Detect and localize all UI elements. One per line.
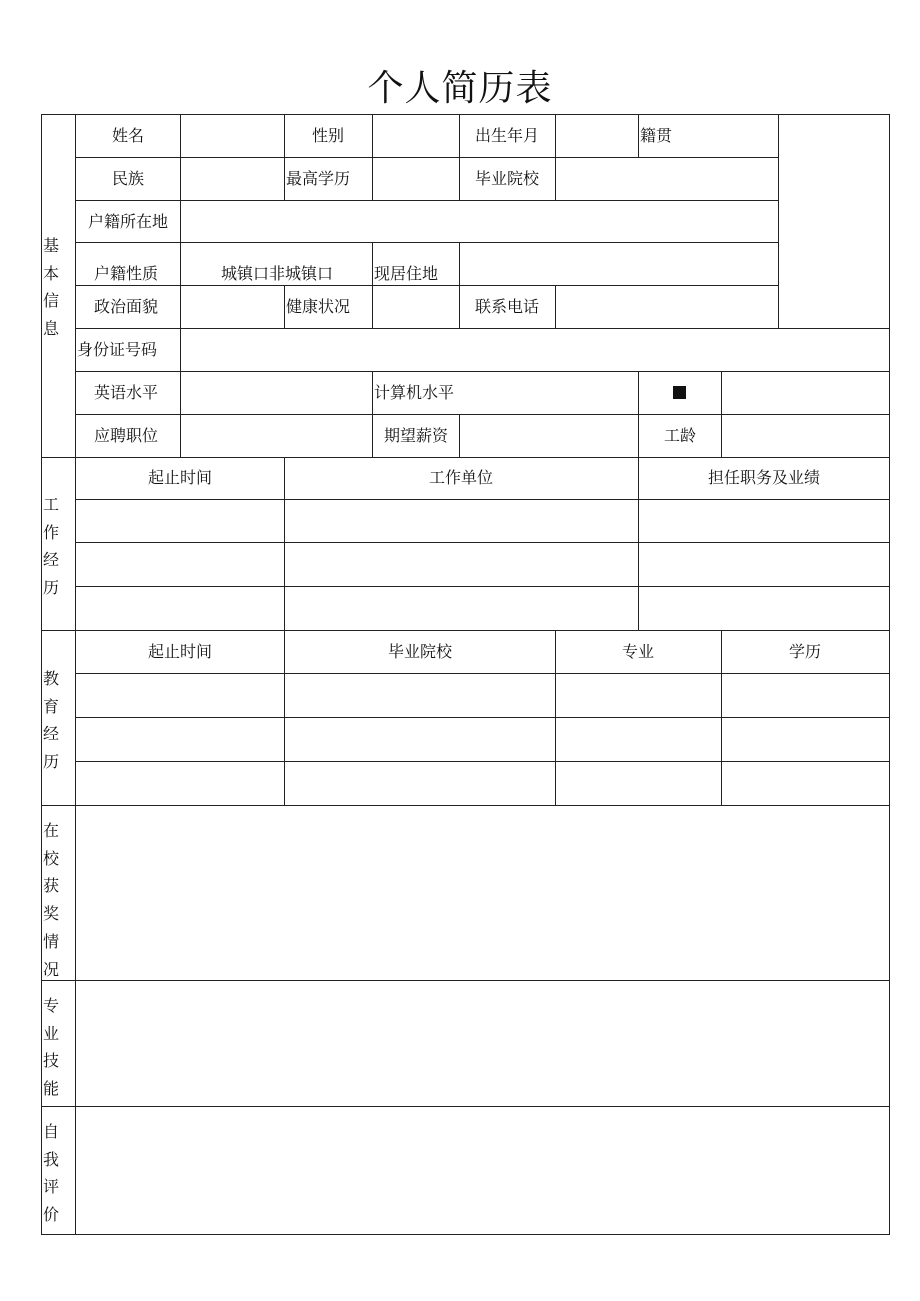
field-health[interactable]	[373, 286, 459, 328]
label-id-number: 身份证号码	[77, 340, 158, 359]
grid-line	[284, 285, 285, 328]
work-row-2[interactable]	[76, 543, 889, 586]
grid-line	[372, 371, 373, 457]
field-graduate-school[interactable]	[556, 158, 778, 200]
label-native-place: 籍贯	[640, 126, 673, 145]
work-row-3[interactable]	[76, 587, 889, 630]
field-skills[interactable]	[76, 981, 889, 1106]
field-ethnicity[interactable]	[181, 158, 284, 200]
label-birth: 出生年月	[474, 126, 540, 145]
grid-line	[459, 285, 460, 328]
field-computer-extra[interactable]	[722, 372, 889, 414]
section-label-basic: 基本信息	[43, 236, 60, 339]
page-title: 个人简历表	[367, 68, 553, 109]
edu-header-period: 起止时间	[147, 642, 213, 661]
label-current-residence: 现居住地	[374, 264, 439, 283]
edu-header-degree: 学历	[788, 642, 822, 661]
grid-line	[638, 371, 639, 457]
label-political-status: 政治面貌	[93, 297, 159, 316]
field-id-number[interactable]	[181, 329, 889, 371]
grid-line	[372, 242, 373, 285]
edu-row-3[interactable]	[76, 762, 889, 805]
field-salary[interactable]	[460, 415, 638, 457]
edu-row-1[interactable]	[76, 674, 889, 717]
edu-row-2[interactable]	[76, 718, 889, 761]
work-header-employer: 工作单位	[428, 468, 494, 487]
table-border-left	[41, 114, 42, 1235]
section-divider	[41, 630, 890, 631]
label-graduate-school: 毕业院校	[474, 169, 540, 188]
label-english: 英语水平	[93, 383, 159, 402]
table-border-right	[889, 114, 890, 1235]
field-self-eval[interactable]	[76, 1107, 889, 1234]
edu-header-school: 毕业院校	[387, 642, 453, 661]
label-health: 健康状况	[286, 297, 351, 316]
work-header-duties: 担任职务及业绩	[707, 468, 821, 487]
section-label-skills: 专业技能	[43, 996, 60, 1099]
work-row-1[interactable]	[76, 500, 889, 542]
field-awards[interactable]	[76, 806, 889, 980]
grid-line	[284, 114, 285, 200]
field-name[interactable]	[181, 115, 284, 157]
section-divider	[41, 457, 890, 458]
label-household-location: 户籍所在地	[87, 212, 169, 231]
grid-line	[459, 114, 460, 200]
field-highest-education[interactable]	[373, 158, 459, 200]
household-type-options[interactable]: 城镇口非城镇口	[220, 264, 334, 283]
field-seniority[interactable]	[722, 415, 889, 457]
field-phone[interactable]	[556, 286, 778, 328]
label-seniority: 工龄	[663, 426, 697, 445]
field-current-residence[interactable]	[460, 243, 778, 285]
label-position: 应聘职位	[93, 426, 159, 445]
work-header-period: 起止时间	[147, 468, 213, 487]
filled-square-icon	[673, 386, 686, 399]
grid-line	[638, 114, 639, 157]
field-birth[interactable]	[556, 115, 638, 157]
section-label-education: 教育经历	[43, 669, 60, 772]
section-label-awards: 在校获奖情况	[43, 821, 60, 979]
field-gender[interactable]	[373, 115, 459, 157]
label-name: 姓名	[111, 126, 145, 145]
label-highest-education: 最高学历	[286, 169, 351, 188]
label-household-type: 户籍性质	[93, 264, 159, 283]
label-ethnicity: 民族	[111, 169, 145, 188]
label-gender: 性别	[311, 126, 345, 145]
label-phone: 联系电话	[474, 297, 540, 316]
label-computer: 计算机水平	[374, 383, 455, 402]
edu-header-major: 专业	[621, 642, 655, 661]
label-salary: 期望薪资	[383, 426, 449, 445]
table-border-bottom	[41, 1234, 890, 1235]
table-border-top	[41, 114, 890, 115]
section-label-work: 工作经历	[43, 495, 60, 598]
photo-area[interactable]	[779, 115, 889, 328]
field-household-location[interactable]	[181, 201, 778, 242]
section-label-self-eval: 自我评价	[43, 1122, 60, 1225]
field-position[interactable]	[181, 415, 372, 457]
field-english[interactable]	[181, 372, 372, 414]
field-political-status[interactable]	[181, 286, 284, 328]
